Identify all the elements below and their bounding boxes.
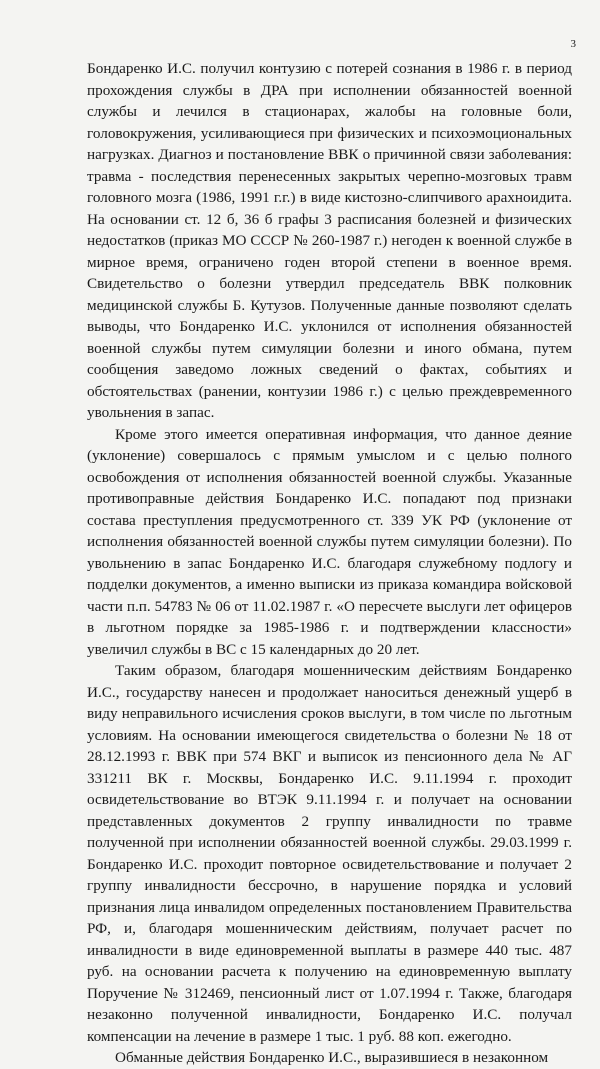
paragraph-3: Таким образом, благодаря мошенническим действиям Бондаренко И.С., государству нанесен и продолжает наноситься денежный ущерб в виду неправильного исчисления сроков выслуги, в том числе по льготным условиям. На основании имеющегося свидетельства о болезни № 18 от 28.12.1993 г. ВВК при 574 ВКГ и выписок из пенсионного дела № АГ 331211 ВК г. Москвы, Бондаренко И.С. 9.11.1994 г. проходит освидетельствование во ВТЭК 9.11.1994 г. и получает на основании представленных документов 2 группу инвалидности по травме полученной при исполнении обязанностей военной службы. 29.03.1999 г. Бондаренко И.С. проходит повторное освидетельствование и получает 2 группу инвалидности бессрочно, в нарушение порядка и условий признания лица инвалидом определенных постановлением Правительства РФ, и, благодаря мошенническим действиям, получает расчет по инвалидности в виде единовременной выплаты в размере 440 тыс. 487 руб. на основании расчета к получению на единовременную выплату Поручение № 312469, пенсионный лист от 1.07.1994 г. Также, благодаря незаконно полученной инвалидности, Бондаренко И.С. получал компенсации на лечение в размере 1 тыс. 1 руб. 88 коп. ежегодно. [87, 662, 572, 1045]
paragraph-4: Обманные действия Бондаренко И.С., выразившиеся в незаконном [115, 1049, 549, 1066]
paragraph-1: Бондаренко И.С. получил контузию с потерей сознания в 1986 г. в период прохождения службы в ДРА при исполнении обязанностей военной службы и лечился в стационарах, жалобы на головные боли, головокружения, усиливающиеся при физических и психоэмоциональных нагрузках. Диагноз и постановление ВВК о причинной связи заболевания: травма - последствия перенесенных закрытых черепно-мозговых травм головного мозга (1986, 1991 г.г.) в виде кистозно-слипчивого арахноидита. На основании ст. 12 б, 36 б графы 3 расписания болезней и физических недостатков (приказ МО СССР № 260-1987 г.) негоден к военной службе в мирное время, ограничено годен второй степени в военное время. Свидетельство о болезни утвердил председатель ВВК полковник медицинской службы Б. Кутузов. Полученные данные позволяют сделать выводы, что Бондаренко И.С. уклонился от исполнения обязанностей военной службы путем симуляции болезни и иного обмана, путем сообщения заведомо ложных сведений о фактах, событиях и обстоятельствах (ранении, контузии 1986 г.) с целью преждевременного увольнения в запас. [87, 60, 572, 421]
page-number: 3 [570, 38, 576, 50]
paragraph-2: Кроме этого имеется оперативная информация, что данное деяние (уклонение) совершалось с прямым умыслом и с целью полного освобождения от исполнения обязанностей военной службы. Указанные противоправные действия Бондаренко И.С. попадают под признаки состава преступления предусмотренного ст. 339 УК РФ (уклонение от исполнения обязанностей военной службы путем симуляции болезни). По увольнению в запас Бондаренко И.С. благодаря служебному подлогу и подделки документов, а именно выписки из приказа командира войсковой части п.п. 54783 № 06 от 11.02.1987 г. «О пересчете выслуги лет офицеров в льготном порядке за 1985-1986 г. и подтверждении классности» увеличил службы в ВС с 15 календарных до 20 лет. [87, 425, 572, 658]
